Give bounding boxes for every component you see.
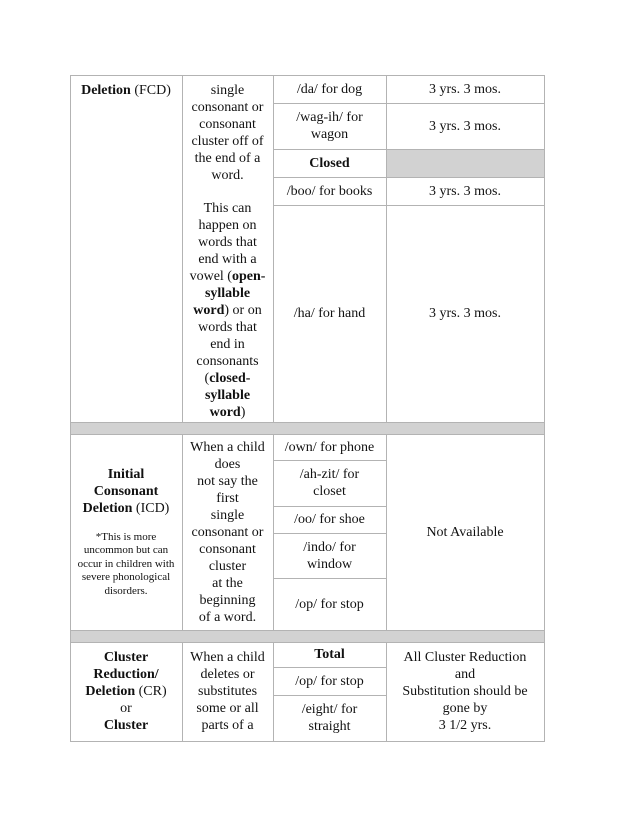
desc-line: words that	[198, 235, 257, 250]
process-description-cr	[182, 649, 273, 734]
age-text: Not Available	[426, 524, 504, 540]
example-cell	[273, 434, 386, 460]
example-text: /ah-zit/ for closet	[299, 467, 360, 499]
process-name-bold: Deletion	[85, 684, 136, 699]
example-text: /op/ for stop	[295, 596, 364, 612]
desc-text: (	[204, 371, 210, 386]
age-cell	[386, 434, 544, 630]
desc-line: some or all	[196, 701, 259, 716]
desc-line: When a child	[190, 650, 265, 665]
example-cell	[273, 578, 386, 630]
desc-line: This can	[203, 201, 252, 216]
desc-line: at the	[212, 576, 243, 591]
desc-bold-text: open-	[231, 269, 266, 284]
example-text: /eight/ for straight	[301, 702, 358, 734]
example-text: /da/ for dog	[296, 81, 363, 97]
process-name-bold: Cluster	[103, 650, 149, 665]
desc-line: cluster	[208, 559, 247, 574]
desc-line: consonant or	[191, 100, 264, 115]
process-name-bold: Deletion	[82, 500, 133, 516]
desc-line: word.	[211, 168, 244, 183]
age-cell	[386, 75, 544, 103]
process-note: *This is more uncommon but can occur in children with severe phonological disorders.	[77, 530, 175, 597]
desc-line: deletes or	[200, 667, 255, 682]
desc-line: parts of a	[201, 718, 254, 733]
process-name-bold: Reduction/	[93, 667, 159, 682]
closed-subheader	[273, 149, 386, 177]
desc-line: consonant	[199, 542, 256, 557]
example-text: /op/ for stop	[295, 673, 364, 689]
desc-text: )	[240, 405, 246, 420]
process-name-icd	[72, 434, 180, 630]
age-cell	[386, 177, 544, 205]
desc-line: words that	[198, 320, 257, 335]
age-text: and	[454, 667, 476, 682]
age-text: 3 1/2 yrs.	[438, 718, 492, 733]
desc-line: of a word.	[198, 610, 257, 625]
desc-line: beginning	[199, 593, 256, 608]
example-text: /boo/ for books	[286, 183, 373, 199]
example-cell	[283, 533, 376, 578]
example-text: /wag-ih/ for wagon	[296, 110, 363, 142]
process-name-fcd	[70, 82, 182, 99]
desc-text: ) or on	[224, 303, 262, 318]
process-name-bold: Cluster	[103, 718, 149, 733]
phonological-process-table	[70, 75, 545, 742]
section-separator	[70, 422, 545, 434]
age-text: 3 yrs. 3 mos.	[429, 183, 501, 199]
desc-line: consonant	[199, 117, 256, 132]
example-cell	[273, 75, 386, 103]
total-label: Total	[314, 647, 345, 662]
total-subheader	[273, 642, 386, 667]
desc-line: consonant or	[191, 525, 264, 540]
age-text: 3 yrs. 3 mos.	[429, 306, 501, 321]
process-description-icd	[182, 439, 273, 626]
section-separator	[70, 630, 545, 642]
desc-line: happen on	[198, 218, 257, 233]
desc-line: not say the	[197, 474, 258, 489]
example-cell	[278, 103, 381, 149]
process-abbr: (FCD)	[130, 83, 171, 98]
process-name-bold: Consonant	[93, 483, 159, 499]
desc-bold-text: syllable	[204, 286, 251, 301]
example-text: /ha/ for hand	[293, 306, 366, 321]
desc-line: does	[214, 457, 241, 472]
process-description-fcd	[182, 82, 273, 421]
desc-line: first	[216, 491, 239, 506]
example-cell	[288, 695, 371, 741]
process-name-or: or	[120, 701, 132, 716]
example-cell	[273, 506, 386, 533]
desc-line: substitutes	[197, 684, 258, 699]
process-abbr: (CR)	[135, 684, 167, 699]
age-text: Substitution should be	[402, 684, 528, 699]
process-name-bold: Deletion	[81, 83, 131, 98]
age-text: gone by	[442, 701, 488, 716]
example-cell	[273, 205, 386, 422]
age-cell	[386, 205, 544, 422]
age-text: 3 yrs. 3 mos.	[429, 118, 501, 134]
closed-header-shade	[386, 149, 544, 177]
desc-bold-text: syllable	[204, 388, 251, 403]
desc-line: consonants	[196, 354, 259, 369]
example-cell	[273, 667, 386, 695]
desc-line: single	[210, 83, 245, 98]
desc-bold-text: closed-	[209, 371, 251, 386]
example-cell	[283, 460, 376, 506]
desc-line: end with a	[198, 252, 257, 267]
desc-line: single	[210, 508, 245, 523]
example-cell	[273, 177, 386, 205]
desc-line: end in	[210, 337, 245, 352]
process-name-cr	[70, 649, 182, 734]
desc-line: the end of a	[194, 151, 261, 166]
process-abbr: (ICD)	[132, 500, 170, 516]
process-name-bold: Initial	[107, 466, 145, 482]
age-text: 3 yrs. 3 mos.	[429, 81, 501, 97]
closed-label: Closed	[309, 155, 350, 171]
desc-line: cluster off of	[191, 134, 264, 149]
desc-line: When a child	[190, 440, 265, 455]
age-text: All Cluster Reduction	[403, 650, 527, 665]
age-cell	[386, 103, 544, 149]
desc-bold-text: word	[209, 405, 241, 420]
desc-bold-text: word	[193, 303, 225, 318]
example-text: /indo/ for window	[303, 539, 356, 572]
example-text: /oo/ for shoe	[294, 512, 365, 527]
example-text: /own/ for phone	[284, 439, 375, 455]
age-cell	[386, 649, 544, 734]
desc-text: vowel (	[189, 269, 232, 284]
